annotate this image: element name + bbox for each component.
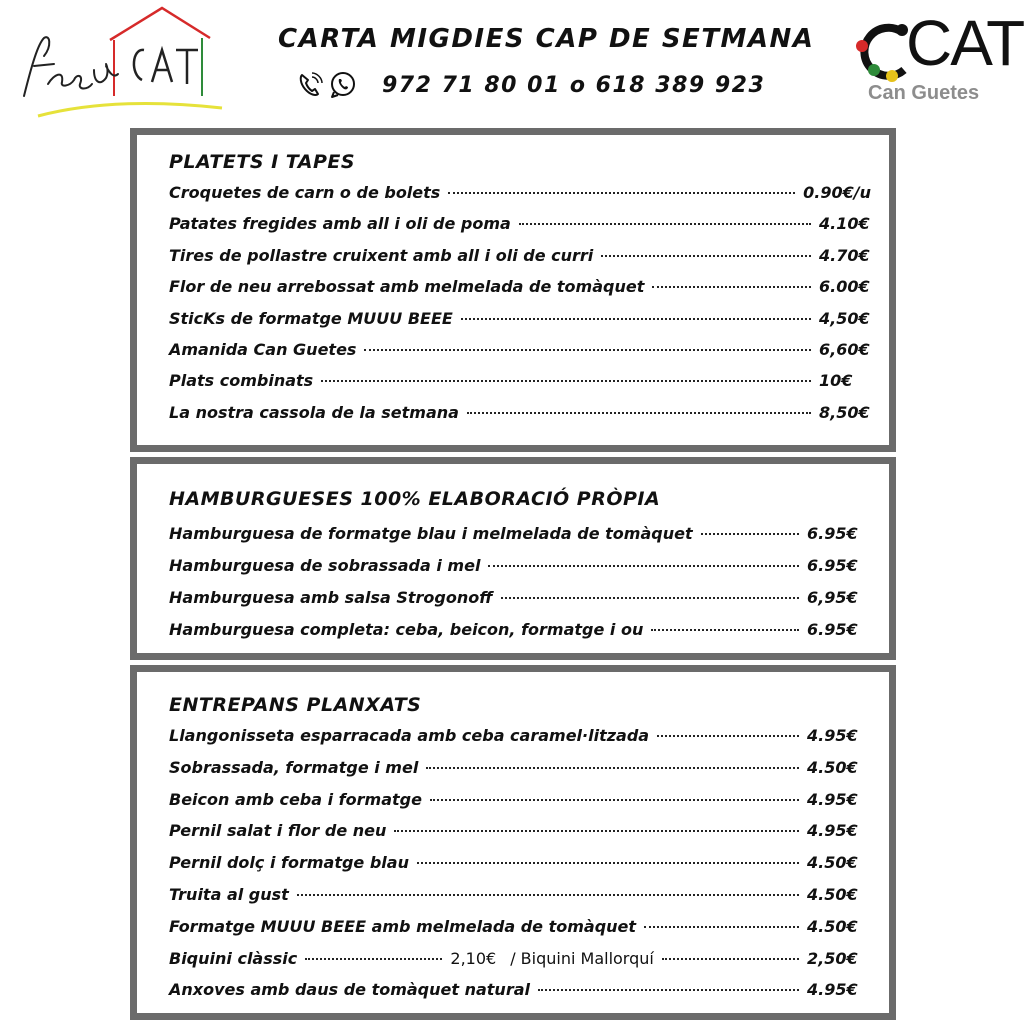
phone-numbers: 972 71 80 01 o 618 389 923 <box>382 72 766 98</box>
dot-leader <box>538 989 799 991</box>
fes-un-cat-logo <box>14 4 228 122</box>
menu-item-name: Hamburguesa amb salsa Strogonoff <box>169 588 493 607</box>
dot-leader <box>519 223 811 225</box>
dot-leader <box>662 958 799 960</box>
menu-item-price: 2,10€ <box>450 948 497 968</box>
dot-leader <box>644 926 799 928</box>
menu-item <box>169 183 871 214</box>
section-platets-i-tapes <box>130 128 896 452</box>
menu-list <box>169 524 859 652</box>
dot-leader <box>321 380 811 382</box>
menu-list <box>169 183 871 434</box>
menu-item-price: 4.95€ <box>807 789 858 809</box>
menu-item-name: Hamburguesa completa: ceba, beicon, formatge i ou <box>169 620 644 639</box>
menu-item-name: Beicon amb ceba i formatge <box>169 789 422 809</box>
menu-item <box>169 949 859 981</box>
menu-item-name: Truita al gust <box>169 884 289 904</box>
section-title: PLATETS I TAPES <box>169 151 356 173</box>
menu-item <box>169 726 859 758</box>
dot-leader <box>701 533 799 535</box>
menu-item-name: Tires de pollastre cruixent amb all i oli de curri <box>169 245 594 265</box>
menu-item <box>169 588 859 620</box>
section-hamburgueses <box>130 457 896 660</box>
dot-leader <box>448 192 795 194</box>
whatsapp-icon <box>328 70 358 100</box>
menu-item <box>169 853 859 885</box>
menu-item-name: Biquini clàssic <box>169 948 298 968</box>
menu-item-name: Anxoves amb daus de tomàquet natural <box>169 980 530 1000</box>
dot-leader <box>394 830 799 832</box>
menu-item <box>169 885 859 917</box>
menu-item-price: 4.95€ <box>807 726 858 745</box>
can-guetes-text: Can Guetes <box>868 82 980 104</box>
menu-item-price: 6.95€ <box>807 524 858 543</box>
menu-item-name: Pernil salat i flor de neu <box>169 821 387 841</box>
menu-item-price: 4.50€ <box>807 853 858 873</box>
menu-item-price: 6.95€ <box>807 620 858 639</box>
dot-leader <box>467 412 811 414</box>
menu-item-name: Formatge MUUU BEEE amb melmelada de tomàquet <box>169 916 637 936</box>
menu-item <box>169 246 871 277</box>
menu-item-name: SticKs de formatge MUUU BEEE <box>169 308 453 328</box>
menu-item-price: 6.95€ <box>807 556 858 575</box>
dot-leader <box>426 767 799 769</box>
menu-item-price: 0.90€/u <box>803 183 871 202</box>
menu-item-name: Llangonisseta esparracada amb ceba caramel·litzada <box>169 726 650 745</box>
menu-item-name: Pernil dolç i formatge blau <box>169 853 409 873</box>
menu-item-name: Flor de neu arrebossat amb melmelada de tomàquet <box>169 277 645 297</box>
dot-leader <box>364 349 811 351</box>
menu-item-name: Patates fregides amb all i oli de poma <box>169 214 511 234</box>
section-entrepans-planxats <box>130 665 896 1020</box>
can-guetes-logo <box>848 7 1024 110</box>
dot-leader <box>501 597 799 599</box>
dot-leader <box>601 255 811 257</box>
menu-item <box>169 277 871 308</box>
menu-item-name: Hamburguesa de formatge blau i melmelada de tomàquet <box>169 524 693 543</box>
contact-row <box>296 70 765 100</box>
section-title: ENTREPANS PLANXATS <box>169 694 422 716</box>
menu-item-name: La nostra cassola de la setmana <box>169 402 459 422</box>
menu-item-price: 8,50€ <box>819 402 870 422</box>
menu-list <box>169 726 859 1012</box>
dot-leader <box>488 565 799 567</box>
menu-item <box>169 556 859 588</box>
cat-wordmark: CAT <box>906 7 1024 79</box>
dot-leader <box>430 799 799 801</box>
dot-leader <box>652 286 811 288</box>
dot-leader <box>305 958 442 960</box>
menu-item <box>169 309 871 340</box>
menu-item-price: 4,50€ <box>819 308 870 328</box>
menu-item-name: Plats combinats <box>169 371 314 391</box>
menu-item <box>169 758 859 790</box>
menu-item <box>169 340 871 371</box>
dot-leader <box>657 735 799 737</box>
menu-item <box>169 790 859 822</box>
menu-item-price: 4.10€ <box>819 214 870 234</box>
menu-item-name: Amanida Can Guetes <box>169 339 357 359</box>
menu-item <box>169 214 871 245</box>
menu-item-price: 4.95€ <box>807 980 858 1000</box>
menu-item-price: 4.50€ <box>807 757 858 777</box>
menu-item-price: 4.70€ <box>819 245 870 265</box>
menu-item-price: 6,60€ <box>819 339 870 359</box>
menu-item <box>169 403 871 434</box>
menu-item-price: 6.00€ <box>819 277 870 297</box>
menu-item <box>169 620 859 652</box>
dot-leader <box>297 894 799 896</box>
dot-leader <box>461 318 811 320</box>
menu-item-name: / Biquini Mallorquí <box>510 948 654 968</box>
menu-item-price: 6,95€ <box>807 588 858 607</box>
page-title: CARTA MIGDIES CAP DE SETMANA <box>278 24 815 54</box>
menu-item-name: Hamburguesa de sobrassada i mel <box>169 556 481 575</box>
dot-leader <box>651 629 799 631</box>
menu-item <box>169 524 859 556</box>
menu-item-price: 4.50€ <box>807 884 858 904</box>
menu-item-name: Sobrassada, formatge i mel <box>169 757 419 777</box>
menu-item-price: 4.50€ <box>807 916 858 936</box>
dot-leader <box>417 862 799 864</box>
menu-item <box>169 371 871 402</box>
menu-item <box>169 821 859 853</box>
menu-item-price: 2,50€ <box>807 948 858 968</box>
menu-item-price: 10€ <box>819 371 853 391</box>
menu-item-name: Croquetes de carn o de bolets <box>169 183 441 202</box>
menu-item-price: 4.95€ <box>807 821 858 841</box>
phone-icon <box>296 71 324 99</box>
menu-item <box>169 980 859 1012</box>
menu-item <box>169 917 859 949</box>
section-title: HAMBURGUESES 100% ELABORACIÓ PRÒPIA <box>169 488 661 510</box>
